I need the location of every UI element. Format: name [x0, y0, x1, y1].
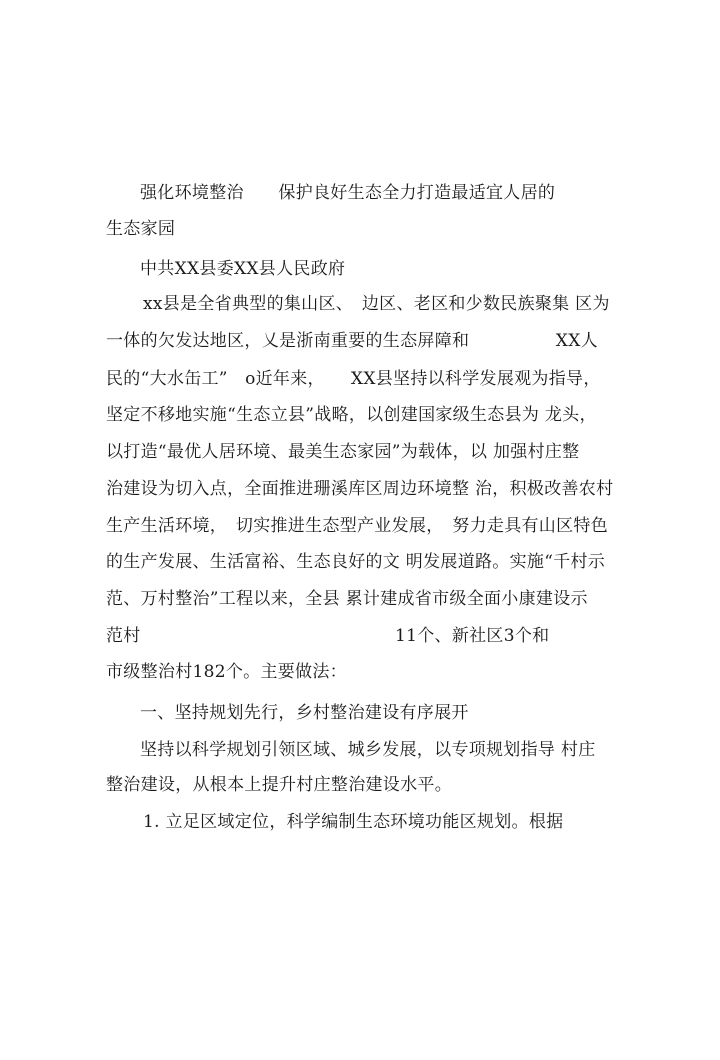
paragraph-line: 一体的欠发达地区，乂是浙南重要的生态屏障和 XX人	[106, 331, 598, 351]
paragraph-line: 市级整治村182个。主要做法：	[106, 662, 347, 682]
paragraph-line: 以打造“最优人居环境、最美生态家园”为载体，以 加强村庄整	[106, 442, 580, 462]
section-heading: 一、坚持规划先行，乡村整治建设有序展开	[140, 703, 469, 723]
paragraph-line: 的生产发展、生活富裕、生态良好的文 明发展道路。实施“千村示	[106, 552, 606, 572]
paragraph-line: 治建设为切入点，全面推进珊溪库区周边环境整 治，积极改善农村	[106, 479, 614, 499]
paragraph-line: xx县是全省典型的集山区、 边区、老区和少数民族聚集 区为	[143, 294, 610, 314]
document-title-line1: 强化环境整治 保护良好生态全力打造最适宜人居的	[140, 183, 556, 203]
paragraph-line: 范、万村整治”工程以来，全县 累计建成省市级全面小康建设示	[106, 589, 588, 609]
paragraph-line: 整治建设，从根本上提升村庄整治建设水平。	[106, 775, 452, 795]
numbered-item: 1. 立足区域定位，科学编制生态环境功能区规划。根据	[143, 812, 564, 832]
paragraph-line-left: 范村	[106, 626, 141, 646]
document-author: 中共XX县委XX县人民政府	[140, 259, 346, 279]
paragraph-line: 民的“大水缶工” o近年来， XX县坚持以科学发展观为指导，	[106, 369, 601, 389]
paragraph-line: 生产生活环境， 切实推进生态型产业发展， 努力走具有山区特色	[106, 516, 608, 536]
paragraph-line: 坚定不移地实施“生态立县”战略，以创建国家级生态县为 龙头，	[106, 405, 597, 425]
paragraph-line: 坚持以科学规划引领区域、城乡发展，以专项规划指导 村庄	[140, 740, 596, 760]
paragraph-line-right: 11个、新社区3个和	[395, 626, 550, 646]
document-title-line2: 生态家园	[106, 219, 176, 239]
